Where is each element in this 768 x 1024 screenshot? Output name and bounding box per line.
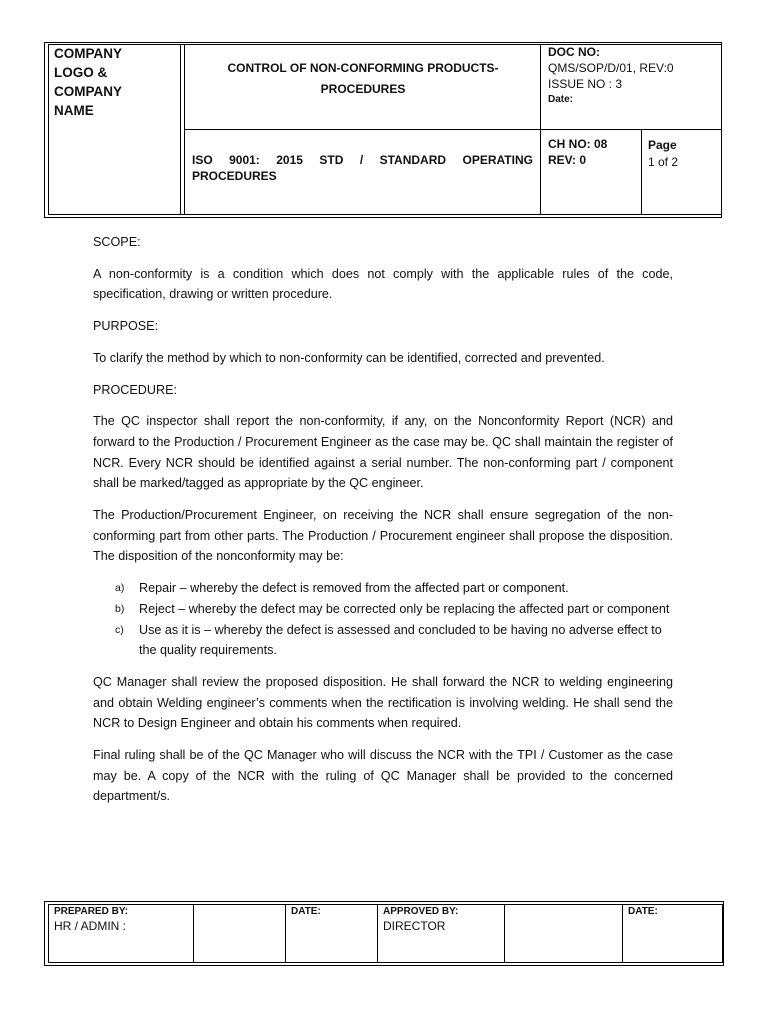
header-row-divider — [184, 129, 722, 130]
procedure-paragraph: Final ruling shall be of the QC Manager who will discuss the NCR with the TPI / Customer as the case may be. A copy of the NCR with the ruling of QC Manager shall be provided to the concerned department/s. — [93, 748, 673, 804]
page-label: Page — [648, 138, 677, 152]
scope-heading: SCOPE: — [93, 235, 141, 249]
chapter-number: CH NO: 08 — [548, 137, 608, 151]
footer-divider — [377, 904, 378, 963]
procedure-heading: PROCEDURE: — [93, 382, 177, 397]
approved-date-label: DATE: — [628, 906, 658, 917]
footer-divider — [285, 904, 286, 963]
disposition-list — [93, 578, 673, 661]
list-item: a) Repair – whereby the defect is removed from the affected part or component. — [115, 581, 569, 596]
company-logo-name: COMPANY LOGO & COMPANY NAME — [54, 46, 123, 118]
prepared-date-label: DATE: — [291, 906, 321, 917]
procedure-paragraph: The Production/Procurement Engineer, on receiving the NCR shall ensure segregation of the non-conforming part from other parts. The Production / Procurement engineer shall propose the disposition. The disposition of the nonconformity may be: — [93, 508, 673, 564]
footer-divider — [193, 904, 194, 963]
standard-reference: ISO 9001: 2015 STD / STANDARD OPERATING PROCEDURES — [192, 153, 533, 183]
date-label: Date: — [548, 94, 574, 105]
document-title: CONTROL OF NON-CONFORMING PRODUCTS- PROCEDURES — [227, 61, 499, 96]
doc-no-value: QMS/SOP/D/01, REV:0 — [548, 61, 674, 75]
purpose-heading: PURPOSE: — [93, 319, 159, 334]
scope-text: A non-conformity is a condition which does not comply with the applicable rules of the code, specification, drawing or written procedure. — [93, 266, 673, 302]
list-item: b) Reject – whereby the defect may be corrected only be replacing the affected part or component — [115, 601, 670, 616]
doc-info — [548, 44, 674, 108]
purpose-text: To clarify the method by which to non-conformity can be identified, corrected and prevented. — [93, 350, 605, 365]
approved-by-value: DIRECTOR — [383, 919, 446, 933]
doc-no-label: DOC NO: — [548, 45, 600, 59]
procedure-paragraph: The QC inspector shall report the non-conformity, if any, on the Nonconformity Report (NCR) and forward to the Production / Procurement Engineer as the case may be. QC shall maintain the register of NCR. Every NCR should be identified against a serial number. The non-conforming part / component shall be marked/tagged as appropriate by the QC engineer. — [93, 414, 673, 491]
chapter-info — [548, 136, 607, 168]
revision: REV: 0 — [548, 153, 587, 167]
header-divider — [180, 44, 181, 215]
list-item: c) Use as it is – whereby the defect is assessed and concluded to be having no adverse effect to the quality requirements. — [115, 622, 662, 658]
issue-no: ISSUE NO : 3 — [548, 77, 623, 91]
page-info — [648, 137, 678, 171]
document-body — [93, 232, 673, 818]
header-divider — [641, 130, 642, 215]
approved-by-label: APPROVED BY: — [383, 906, 459, 917]
page-number: 1 of 2 — [648, 155, 679, 169]
prepared-by-value: HR / ADMIN : — [54, 919, 127, 933]
footer-divider — [504, 904, 505, 963]
prepared-by-label: PREPARED BY: — [54, 906, 129, 917]
procedure-paragraph: QC Manager shall review the proposed disposition. He shall forward the NCR to welding engineering and obtain Welding engineer’s comments when the rectification is involving welding. He shall send the NCR to Design Engineer and obtain his comments when required. — [93, 674, 673, 731]
footer-divider — [622, 904, 623, 963]
